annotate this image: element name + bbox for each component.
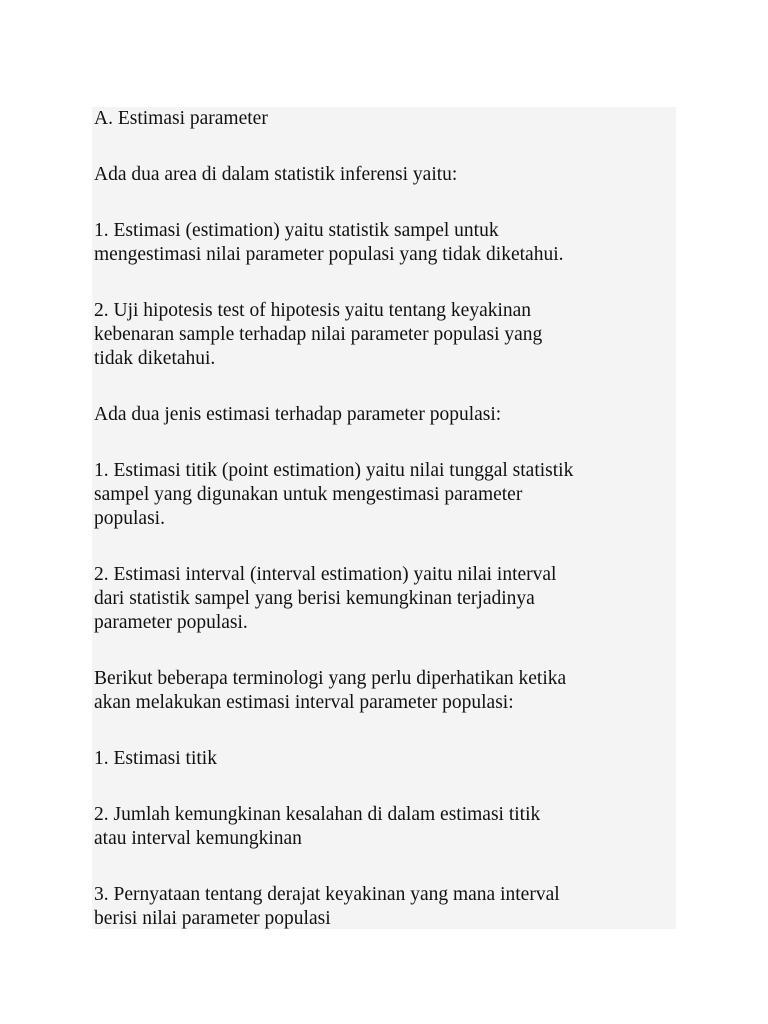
list-item-confidence-statement: 3. Pernyataan tentang derajat keyakinan yang mana interval berisi nilai parameter populasi [94,884,560,929]
paragraph-terminology: Berikut beberapa terminologi yang perlu diperhatikan ketika akan melakukan estimasi interval parameter populasi: [94,668,567,713]
list-item-estimation: 1. Estimasi (estimation) yaitu statistik sampel untuk mengestimasi nilai parameter populasi yang tidak diketahui. [94,220,564,265]
list-item-hypothesis-test: 2. Uji hipotesis test of hipotesis yaitu tentang keyakinan kebenaran sample terhadap nilai parameter populasi yang tidak diketahui. [94,300,543,369]
paragraph-inference-areas: Ada dua area di dalam statistik inferensi yaitu: [94,164,458,185]
list-item-error-margin: 2. Jumlah kemungkinan kesalahan di dalam estimasi titik atau interval kemungkinan [94,804,541,849]
paragraph-estimation-types: Ada dua jenis estimasi terhadap parameter populasi: [94,404,502,425]
text-block [92,107,676,929]
list-item-point-estimation: 1. Estimasi titik (point estimation) yaitu nilai tunggal statistik sampel yang digunakan untuk mengestimasi parameter populasi. [94,460,574,529]
list-item-point-estimate: 1. Estimasi titik [94,748,217,769]
section-heading: A. Estimasi parameter [94,108,268,129]
list-item-interval-estimation: 2. Estimasi interval (interval estimation) yaitu nilai interval dari statistik sampel yang berisi kemungkinan terjadinya parameter populasi. [94,564,557,633]
